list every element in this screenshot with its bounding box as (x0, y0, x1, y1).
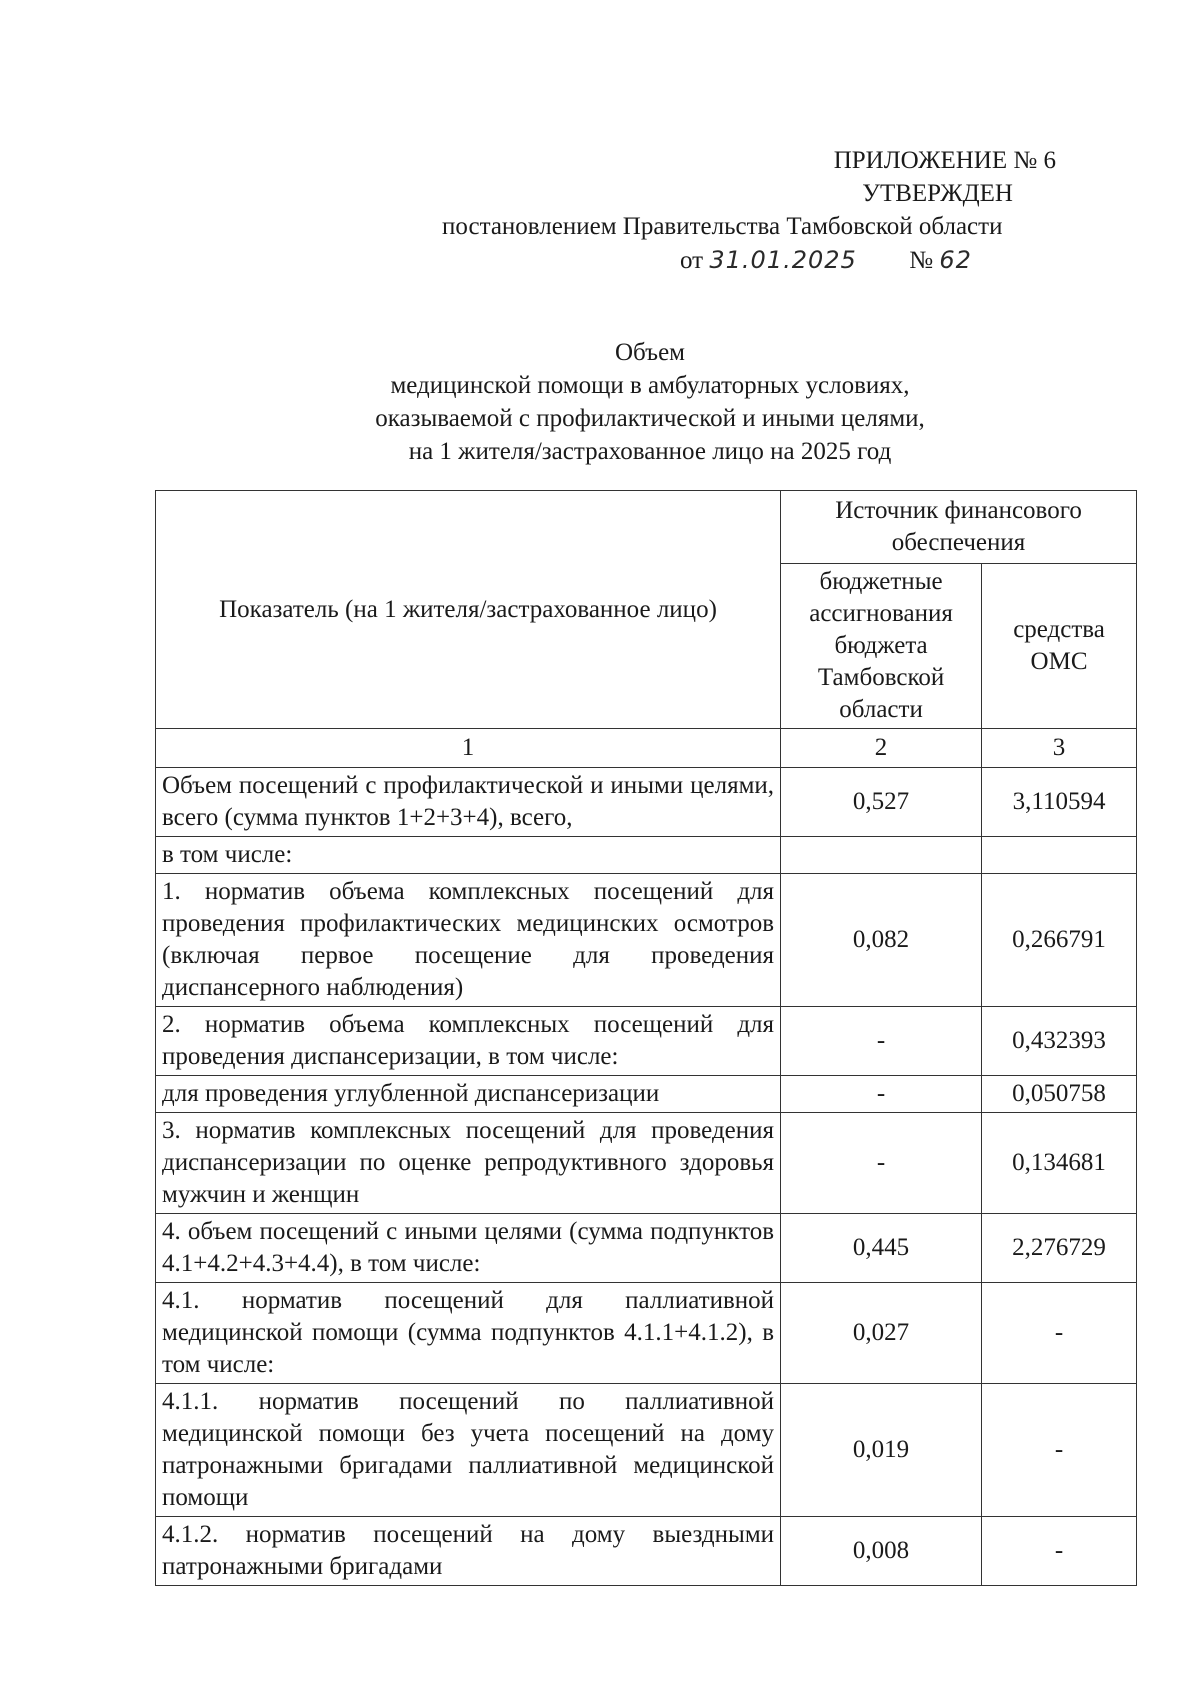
document-title (150, 336, 1150, 468)
row-oms: - (982, 1384, 1137, 1517)
header-indicator: Показатель (на 1 жителя/застрахованное лицо) (156, 491, 781, 729)
approved-label: УТВЕРЖДЕН (862, 180, 1013, 207)
row-budget: - (781, 1007, 982, 1076)
row-budget: 0,027 (781, 1283, 982, 1384)
row-label: 4. объем посещений с иными целями (сумма подпунктов 4.1+4.2+4.3+4.4), в том числе: (156, 1214, 781, 1283)
table-row (156, 837, 1137, 874)
table-row (156, 1517, 1137, 1586)
row-label: 1. норматив объема комплексных посещений для проведения профилактических медицинских осмотров (включая первое посещение для проведения диспансерного наблюдения) (156, 874, 781, 1007)
row-oms: 3,110594 (982, 768, 1137, 837)
handwritten-date: 31.01.2025 (709, 246, 857, 274)
row-label: для проведения углубленной диспансеризации (156, 1076, 781, 1113)
title-line-1: Объем (615, 339, 685, 366)
col-number-3: 3 (982, 729, 1137, 768)
header-oms: средства ОМС (982, 564, 1137, 729)
table-row (156, 1384, 1137, 1517)
table-row (156, 1214, 1137, 1283)
row-label: в том числе: (156, 837, 781, 874)
row-label: 2. норматив объема комплексных посещений для проведения диспансеризации, в том числе: (156, 1007, 781, 1076)
approved-by: постановлением Правительства Тамбовской области (442, 213, 1003, 240)
col-number-2: 2 (781, 729, 982, 768)
row-oms: - (982, 1283, 1137, 1384)
row-oms: 2,276729 (982, 1214, 1137, 1283)
row-budget: 0,019 (781, 1384, 982, 1517)
row-label: 4.1. норматив посещений для паллиативной медицинской помощи (сумма подпунктов 4.1.1+4.1.2), в том числе: (156, 1283, 781, 1384)
volume-table (155, 490, 1137, 1586)
table-row (156, 1283, 1137, 1384)
row-oms (982, 837, 1137, 874)
table-row (156, 768, 1137, 837)
row-oms: 0,266791 (982, 874, 1137, 1007)
row-label: 4.1.1. норматив посещений по паллиативной медицинской помощи без учета посещений на дому патронажными бригадами паллиативной медицинской помощи (156, 1384, 781, 1517)
table-row (156, 1007, 1137, 1076)
row-oms: 0,432393 (982, 1007, 1137, 1076)
row-label: Объем посещений с профилактической и иными целями, всего (сумма пунктов 1+2+3+4), всего, (156, 768, 781, 837)
row-budget: 0,445 (781, 1214, 982, 1283)
row-budget (781, 837, 982, 874)
table-row (156, 1113, 1137, 1214)
approval-date-line (680, 244, 972, 277)
row-label: 3. норматив комплексных посещений для проведения диспансеризации по оценке репродуктивного здоровья мужчин и женщин (156, 1113, 781, 1214)
header-budget: бюджетные ассигнования бюджета Тамбовской области (781, 564, 982, 729)
title-line-4: на 1 жителя/застрахованное лицо на 2025 год (408, 438, 892, 465)
header-source: Источник финансового обеспечения (781, 491, 1137, 564)
table-row (156, 874, 1137, 1007)
row-oms: - (982, 1517, 1137, 1586)
row-budget: 0,527 (781, 768, 982, 837)
appendix-number: ПРИЛОЖЕНИЕ № 6 (833, 147, 1056, 174)
row-oms: 0,134681 (982, 1113, 1137, 1214)
handwritten-number: 62 (939, 246, 972, 274)
title-line-2: медицинской помощи в амбулаторных условиях, (390, 372, 910, 399)
col-number-1: 1 (156, 729, 781, 768)
row-budget: 0,008 (781, 1517, 982, 1586)
row-label: 4.1.2. норматив посещений на дому выездными патронажными бригадами (156, 1517, 781, 1586)
row-budget: 0,082 (781, 874, 982, 1007)
row-budget: - (781, 1113, 982, 1214)
date-prefix: от (680, 247, 704, 274)
row-oms: 0,050758 (982, 1076, 1137, 1113)
row-budget: - (781, 1076, 982, 1113)
table-row (156, 1076, 1137, 1113)
title-line-3: оказываемой с профилактической и иными целями, (375, 405, 925, 432)
number-prefix: № (909, 247, 934, 274)
